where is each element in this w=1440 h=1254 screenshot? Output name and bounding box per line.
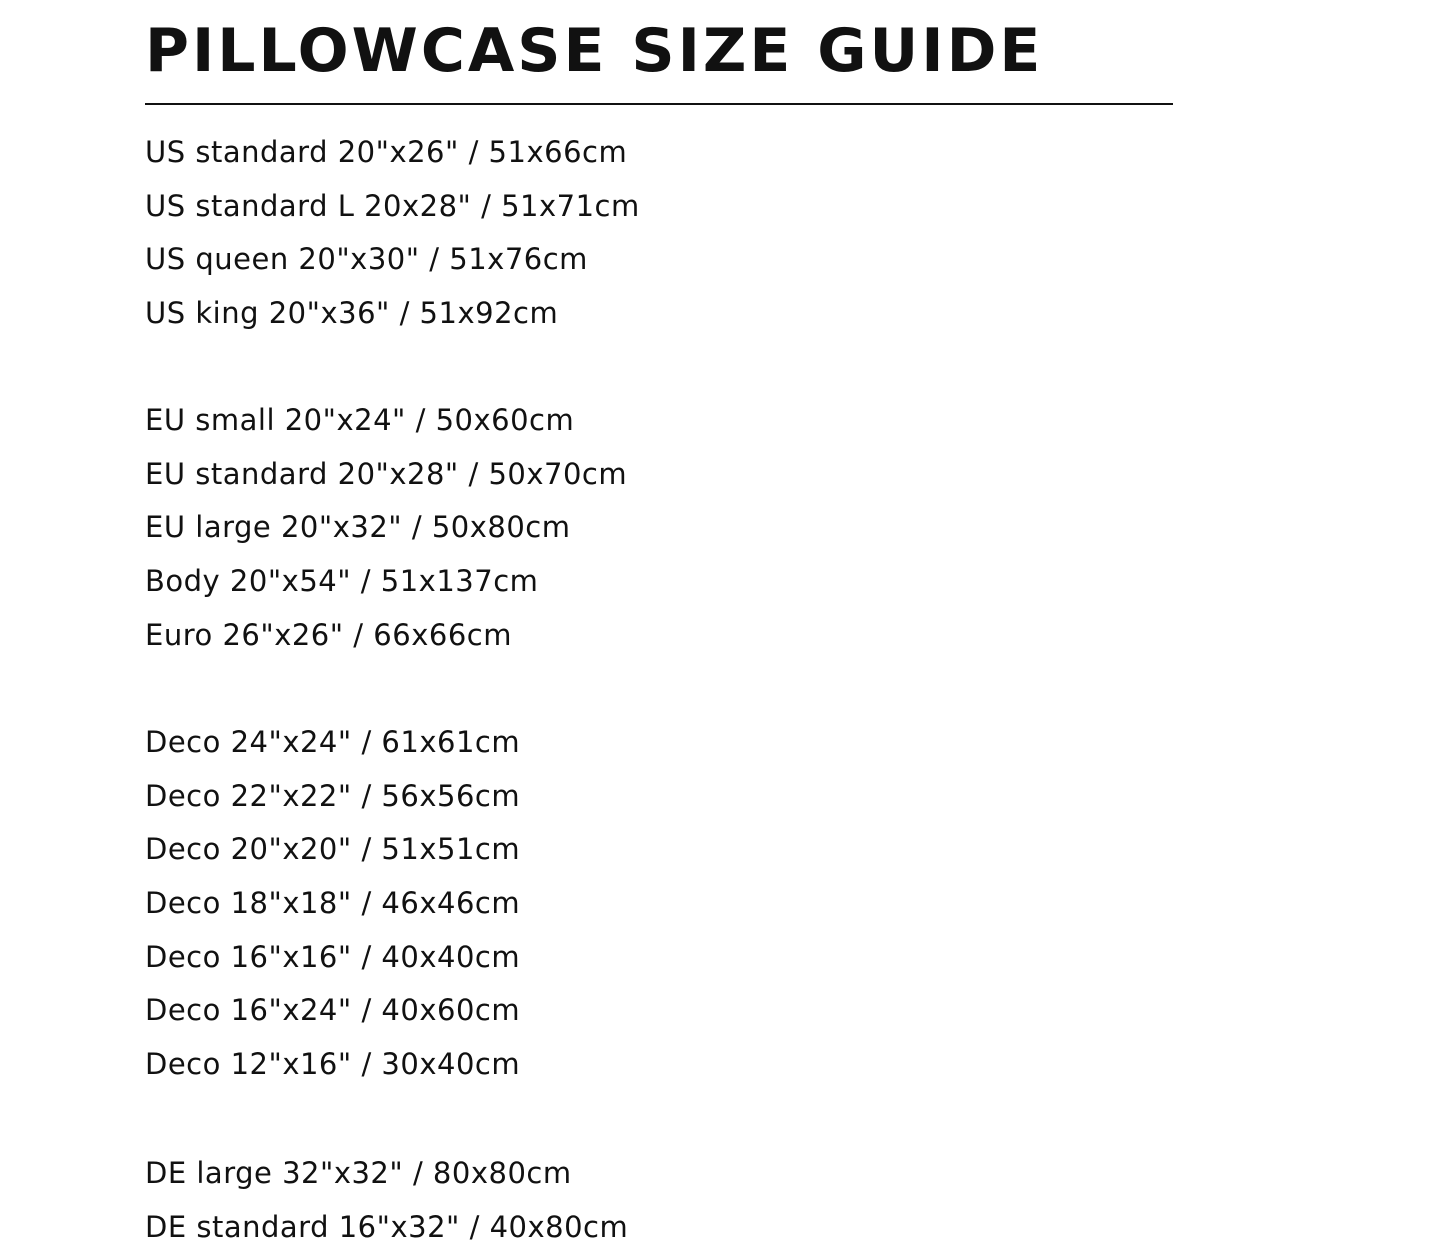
size-item: US standard 20"x26" / 51x66cm — [145, 135, 628, 169]
deco-sizes-list — [145, 716, 520, 1092]
size-item: EU large 20"x32" / 50x80cm — [145, 510, 571, 545]
size-item: Deco 16"x16" / 40x40cm — [145, 939, 521, 974]
size-item: Deco 20"x20" / 51x51cm — [145, 832, 521, 867]
size-item: Body 20"x54" / 51x137cm — [145, 564, 539, 599]
size-item: Euro 26"x26" / 66x66cm — [145, 617, 512, 652]
de-sizes-list — [145, 1147, 628, 1254]
size-item: Deco 16"x24" / 40x60cm — [145, 993, 521, 1028]
us-sizes-list — [145, 126, 640, 341]
size-item: Deco 24"x24" / 61x61cm — [145, 725, 521, 759]
title-divider — [145, 103, 1173, 105]
size-item: US queen 20"x30" / 51x76cm — [145, 242, 588, 277]
size-item: DE large 32"x32" / 80x80cm — [145, 1156, 572, 1190]
page-title: PILLOWCASE SIZE GUIDE — [145, 16, 1044, 86]
size-item: US king 20"x36" / 51x92cm — [145, 296, 559, 331]
size-guide — [145, 0, 1175, 1244]
size-item: Deco 12"x16" / 30x40cm — [145, 1047, 521, 1082]
size-item: Deco 22"x22" / 56x56cm — [145, 778, 521, 813]
size-item: EU small 20"x24" / 50x60cm — [145, 403, 575, 437]
size-item: DE standard 16"x32" / 40x80cm — [145, 1209, 629, 1244]
size-item: US standard L 20x28" / 51x71cm — [145, 188, 640, 223]
size-item: EU standard 20"x28" / 50x70cm — [145, 456, 628, 491]
eu-sizes-list — [145, 394, 627, 662]
size-item: Deco 18"x18" / 46x46cm — [145, 886, 521, 921]
